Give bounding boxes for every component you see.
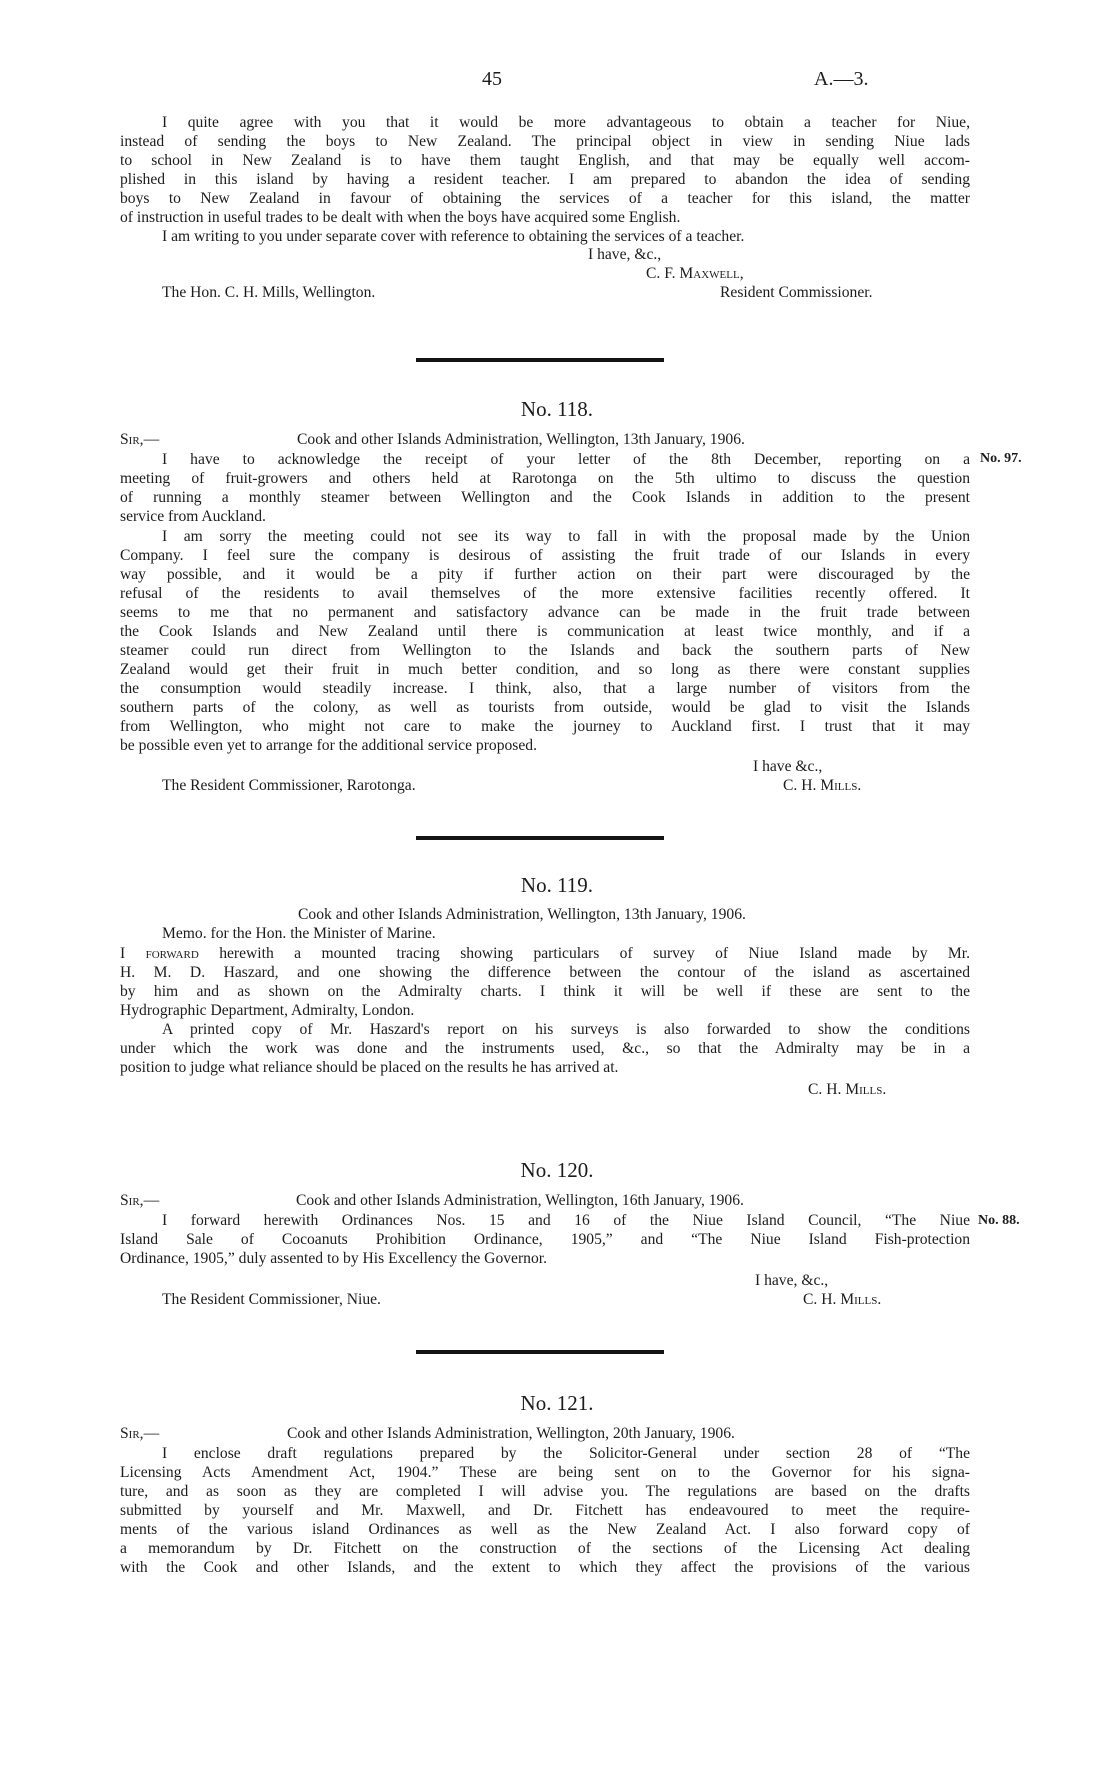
body-line: with the Cook and other Islands, and the extent to which they affect the provisions of the various xyxy=(120,1559,970,1576)
body-line: submitted by yourself and Mr. Maxwell, and Dr. Fitchett has endeavoured to meet the require- xyxy=(120,1502,970,1519)
body-line: Company. I feel sure the company is desirous of assisting the fruit trade of our Islands in every xyxy=(120,547,970,564)
body-line: of running a monthly steamer between Wellington and the Cook Islands in addition to the present xyxy=(120,489,970,506)
body-line: instead of sending the boys to New Zealand. The principal object in view in sending Niue lads xyxy=(120,133,970,150)
lead-word: I forward xyxy=(120,945,199,962)
closing: I have, &c., xyxy=(588,246,662,263)
body-line: boys to New Zealand in favour of obtaining the services of a teacher for this island, the matter xyxy=(120,190,970,207)
closing: I have &c., xyxy=(753,758,823,775)
body-line: the Cook Islands and New Zealand until there is communication at least twice monthly, and if a xyxy=(120,623,970,640)
signature: C. H. Mills. xyxy=(803,1291,882,1308)
page-number: 45 xyxy=(482,68,502,90)
body-line: ments of the various island Ordinances as well as the New Zealand Act. I also forward copy of xyxy=(120,1521,970,1538)
section-divider xyxy=(416,358,664,362)
signature: C. F. Maxwell, xyxy=(646,265,744,282)
body-line: plished in this island by having a resident teacher. I am prepared to abandon the idea of sending xyxy=(120,171,970,188)
body-line: I have to acknowledge the receipt of your letter of the 8th December, reporting on a xyxy=(162,451,970,468)
salutation: Sir,— xyxy=(120,1425,160,1442)
signature: C. H. Mills. xyxy=(808,1081,887,1098)
body-line: seems to me that no permanent and satisfactory advance can be made in the fruit trade between xyxy=(120,604,970,621)
body-line-text: herewith a mounted tracing showing particulars of survey of Niue Island made by Mr. xyxy=(198,945,970,962)
body-line: H. M. D. Haszard, and one showing the difference between the contour of the island as ascertained xyxy=(120,964,970,981)
closing: I have, &c., xyxy=(755,1272,829,1289)
body-line: Hydrographic Department, Admiralty, London. xyxy=(120,1002,415,1019)
body-line: service from Auckland. xyxy=(120,508,266,525)
dateline: Cook and other Islands Administration, Wellington, 13th January, 1906. xyxy=(297,431,745,448)
body-line: be possible even yet to arrange for the additional service proposed. xyxy=(120,737,537,754)
dateline: Cook and other Islands Administration, Wellington, 20th January, 1906. xyxy=(287,1425,735,1442)
memo-line: Memo. for the Hon. the Minister of Marine. xyxy=(162,925,436,942)
body-line: southern parts of the colony, as well as tourists from outside, would be glad to visit the Islands xyxy=(120,699,970,716)
body-line: I forward herewith Ordinances Nos. 15 and 16 of the Niue Island Council, “The Niue xyxy=(162,1212,970,1229)
body-line: I am writing to you under separate cover with reference to obtaining the services of a teacher. xyxy=(162,228,745,245)
salutation: Sir,— xyxy=(120,431,160,448)
signature: C. H. Mills. xyxy=(783,777,862,794)
body-line: Island Sale of Cocoanuts Prohibition Ordinance, 1905,” and “The Niue Island Fish-protection xyxy=(120,1231,970,1248)
letter-heading: No. 120. xyxy=(520,1158,594,1182)
body-line: under which the work was done and the instruments used, &c., so that the Admiralty may be in a xyxy=(120,1040,970,1057)
signer-title: Resident Commissioner. xyxy=(720,284,873,301)
body-line: Ordinance, 1905,” duly assented to by His Excellency the Governor. xyxy=(120,1250,547,1267)
body-line: Licensing Acts Amendment Act, 1904.” These are being sent on to the Governor for his signa- xyxy=(120,1464,970,1481)
letter-heading: No. 121. xyxy=(520,1391,594,1415)
body-line: by him and as shown on the Admiralty charts. I think it will be well if these are sent to the xyxy=(120,983,970,1000)
body-line: A printed copy of Mr. Haszard's report on his surveys is also forwarded to show the conditions xyxy=(162,1021,970,1038)
addressee: The Resident Commissioner, Niue. xyxy=(162,1291,381,1308)
body-line: steamer could run direct from Wellington to the Islands and back the southern parts of New xyxy=(120,642,970,659)
body-line: Zealand would get their fruit in much better condition, and so long as there were constant supplies xyxy=(120,661,970,678)
body-line: from Wellington, who might not care to make the journey to Auckland first. I trust that it may xyxy=(120,718,970,735)
document-reference: A.—3. xyxy=(814,68,869,90)
salutation: Sir,— xyxy=(120,1192,160,1209)
body-line: to school in New Zealand is to have them taught English, and that may be equally well accom- xyxy=(120,152,970,169)
margin-reference: No. 97. xyxy=(980,451,1022,466)
body-line: ture, and as soon as they are completed I will advise you. The regulations are based on the drafts xyxy=(120,1483,970,1500)
dateline: Cook and other Islands Administration, Wellington, 16th January, 1906. xyxy=(296,1192,744,1209)
addressee: The Hon. C. H. Mills, Wellington. xyxy=(162,284,376,301)
addressee: The Resident Commissioner, Rarotonga. xyxy=(162,777,416,794)
margin-reference: No. 88. xyxy=(978,1213,1020,1228)
section-divider xyxy=(416,836,664,840)
body-line: the consumption would steadily increase. I think, also, that a large number of visitors from the xyxy=(120,680,970,697)
body-line: I enclose draft regulations prepared by the Solicitor-General under section 28 of “The xyxy=(162,1445,970,1462)
body-line: meeting of fruit-growers and others held at Rarotonga on the 5th ultimo to discuss the question xyxy=(120,470,970,487)
letter-heading: No. 118. xyxy=(520,397,594,421)
body-line: I am sorry the meeting could not see its way to fall in with the proposal made by the Union xyxy=(162,528,970,545)
dateline: Cook and other Islands Administration, Wellington, 13th January, 1906. xyxy=(298,906,746,923)
body-line: refusal of the residents to avail themselves of the more extensive facilities recently offered. It xyxy=(120,585,970,602)
letter-heading: No. 119. xyxy=(520,873,594,897)
body-line: position to judge what reliance should be placed on the results he has arrived at. xyxy=(120,1059,619,1076)
body-line: a memorandum by Dr. Fitchett on the construction of the sections of the Licensing Act dealing xyxy=(120,1540,970,1557)
body-line: way possible, and it would be a pity if further action on their part were discouraged by the xyxy=(120,566,970,583)
body-line: I quite agree with you that it would be more advantageous to obtain a teacher for Niue, xyxy=(162,114,970,131)
body-line: of instruction in useful trades to be dealt with when the boys have acquired some English. xyxy=(120,209,681,226)
body-line xyxy=(120,944,970,964)
section-divider xyxy=(416,1350,664,1354)
